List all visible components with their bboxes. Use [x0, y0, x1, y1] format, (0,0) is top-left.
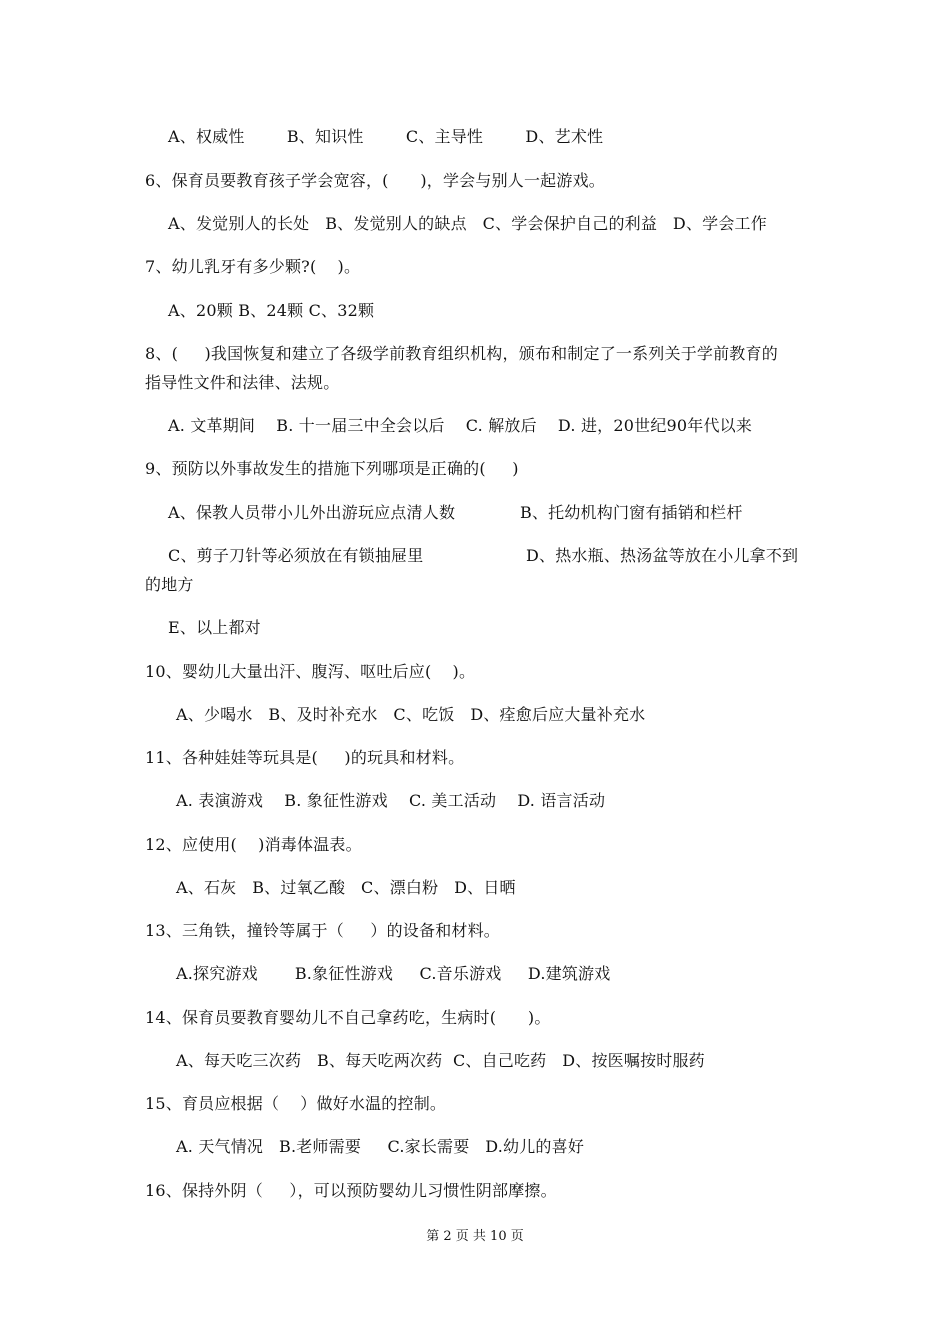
question-9-option-b: B、托幼机构门窗有插销和栏杆 [520, 503, 743, 522]
question-11-text: 11、各种娃娃等玩具是( )的玩具和材料。 [145, 748, 465, 767]
question-12-options: A、石灰 B、过氧乙酸 C、漂白粉 D、日晒 [176, 878, 516, 897]
question-10-text: 10、婴幼儿大量出汗、腹泻、呕吐后应( )。 [145, 662, 476, 681]
question-8-text-line1: 8、( )我国恢复和建立了各级学前教育组织机构，颁布和制定了一系列关于学前教育的 [145, 344, 778, 363]
question-13-text: 13、三角铁，撞铃等属于（ ）的设备和材料。 [145, 921, 500, 940]
question-14-options: A、每天吃三次药 B、每天吃两次药 C、自己吃药 D、按医嘱按时服药 [176, 1051, 705, 1070]
question-9-option-d-continued: 的地方 [145, 575, 194, 594]
page-number-footer: 第 2 页 共 10 页 [426, 1229, 524, 1244]
question-8-text-line2: 指导性文件和法律、法规。 [145, 373, 340, 392]
question-9-option-d: D、热水瓶、热汤盆等放在小儿拿不到 [526, 546, 799, 565]
question-6-options: A、发觉别人的长处 B、发觉别人的缺点 C、学会保护自己的利益 D、学会工作 [168, 214, 767, 233]
question-7-options: A、20颗 B、24颗 C、32颗 [168, 301, 375, 320]
question-9-option-c: C、剪子刀针等必须放在有锁抽屉里 [168, 546, 424, 565]
question-12-text: 12、应使用( )消毒体温表。 [145, 835, 362, 854]
question-15-text: 15、育员应根据（ ）做好水温的控制。 [145, 1094, 447, 1113]
question-11-options: A. 表演游戏 B. 象征性游戏 C. 美工活动 D. 语言活动 [176, 791, 606, 810]
question-5-options: A、权威性 B、知识性 C、主导性 D、艺术性 [168, 127, 604, 146]
question-16-text: 16、保持外阴（ ），可以预防婴幼儿习惯性阴部摩擦。 [145, 1181, 557, 1200]
question-14-text: 14、保育员要教育婴幼儿不自己拿药吃，生病时( )。 [145, 1008, 551, 1027]
question-8-options: A. 文革期间 B. 十一届三中全会以后 C. 解放后 D. 进，20世纪90年代以来 [168, 416, 753, 435]
question-6-text: 6、保育员要教育孩子学会宽容，( )，学会与别人一起游戏。 [145, 171, 605, 190]
question-9-option-a: A、保教人员带小儿外出游玩应点清人数 [168, 503, 456, 522]
question-13-options: A.探究游戏 B.象征性游戏 C.音乐游戏 D.建筑游戏 [176, 964, 611, 983]
question-15-options: A. 天气情况 B.老师需要 C.家长需要 D.幼儿的喜好 [176, 1137, 585, 1156]
question-7-text: 7、幼儿乳牙有多少颗?( )。 [145, 257, 361, 276]
question-10-options: A、少喝水 B、及时补充水 C、吃饭 D、痊愈后应大量补充水 [176, 705, 646, 724]
question-9-option-e: E、以上都对 [168, 618, 261, 637]
question-9-text: 9、预防以外事故发生的措施下列哪项是正确的( ) [145, 459, 519, 478]
